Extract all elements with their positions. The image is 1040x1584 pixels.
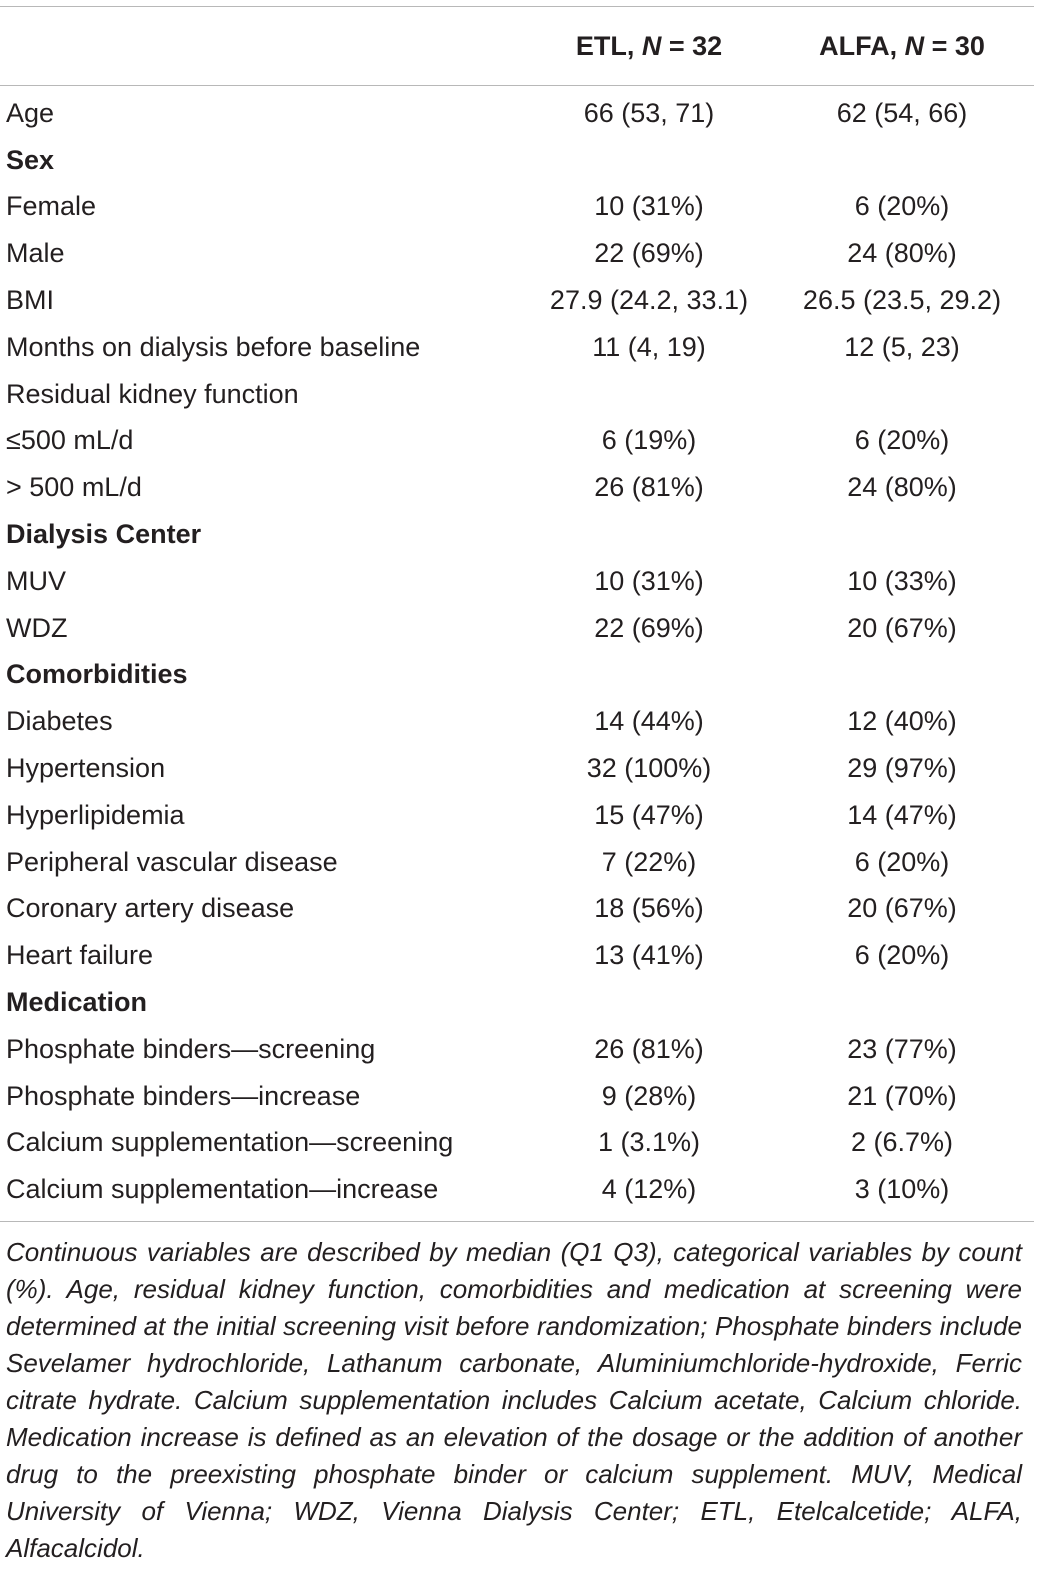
row-etl-value: 10 (31%) — [594, 191, 704, 222]
baseline-characteristics-table — [0, 6, 1034, 1567]
row-alfa-value: 24 (80%) — [847, 472, 957, 503]
row-label: Phosphate binders—screening — [6, 1033, 376, 1064]
row-alfa-value: 23 (77%) — [847, 1033, 957, 1064]
table-row — [0, 1120, 1034, 1167]
row-label: Residual kidney function — [6, 378, 299, 409]
row-label: Coronary artery disease — [6, 893, 295, 924]
row-etl-value: 7 (22%) — [601, 846, 697, 877]
header-alfa-cell: ALFA, N = 30 — [819, 30, 985, 61]
row-etl-value: 11 (4, 19) — [592, 331, 706, 362]
row-etl-value: 4 (12%) — [601, 1174, 697, 1205]
row-etl-value: 26 (81%) — [594, 1033, 704, 1064]
table-row — [0, 745, 1034, 792]
table-row — [0, 1166, 1034, 1213]
row-alfa-value: 14 (47%) — [847, 799, 957, 830]
row-alfa-value: 62 (54, 66) — [836, 97, 968, 128]
row-etl-value: 22 (69%) — [594, 612, 704, 643]
row-label: Calcium supplementation—increase — [6, 1174, 439, 1205]
row-label: ≤500 mL/d — [6, 425, 134, 456]
table-row — [0, 324, 1034, 371]
row-label: Comorbidities — [6, 659, 188, 690]
row-etl-value: 66 (53, 71) — [583, 97, 715, 128]
table-row — [0, 137, 1034, 184]
table-row — [0, 839, 1034, 886]
row-alfa-value: 3 (10%) — [854, 1174, 950, 1205]
row-label: Age — [6, 97, 55, 128]
table-row — [0, 371, 1034, 418]
row-etl-value: 13 (41%) — [594, 940, 704, 971]
row-etl-value: 18 (56%) — [594, 893, 704, 924]
table-row — [0, 1026, 1034, 1073]
row-label: Sex — [6, 144, 55, 175]
table-row — [0, 979, 1034, 1026]
table-row — [0, 90, 1034, 137]
row-alfa-value: 20 (67%) — [847, 612, 957, 643]
table-footnote: Continuous variables are described by median (Q1 Q3), categorical variables by count (%). Age, residual kidney function, comorbidities and medication at screening were determined at the initial screening visit before randomization; Phosphate binders include Sevelamer hydrochloride, Lathanum carbonate, Aluminiumchloride-hydroxide, Ferric citrate hydrate. Calcium supplementation includes Calcium acetate, Calcium chloride. Medication increase is defined as an elevation of the dosage or the addition of another drug to the preexisting phosphate binder or calcium supplement. MUV, Medical University of Vienna; WDZ, Vienna Dialysis Center; ETL, Etelcalcetide; ALFA, Alfacalcidol. — [6, 1237, 1022, 1564]
table-row — [0, 652, 1034, 699]
row-etl-value: 10 (31%) — [594, 565, 704, 596]
row-alfa-value: 6 (20%) — [854, 846, 950, 877]
row-label: BMI — [6, 285, 55, 316]
row-label: Medication — [6, 987, 148, 1018]
row-alfa-value: 6 (20%) — [854, 940, 950, 971]
row-alfa-value: 26.5 (23.5, 29.2) — [802, 285, 1002, 316]
table-row — [0, 698, 1034, 745]
table-row — [0, 511, 1034, 558]
header-etl-cell: ETL, N = 32 — [575, 30, 723, 61]
table-row — [0, 558, 1034, 605]
row-etl-value: 22 (69%) — [594, 238, 704, 269]
row-label: > 500 mL/d — [6, 472, 142, 503]
row-alfa-value: 10 (33%) — [847, 565, 957, 596]
row-alfa-value: 21 (70%) — [847, 1080, 957, 1111]
row-label: WDZ — [6, 612, 68, 643]
row-label: MUV — [6, 565, 66, 596]
row-label: Female — [6, 191, 97, 222]
row-alfa-value: 29 (97%) — [847, 753, 957, 784]
table-body — [0, 86, 1034, 1221]
row-alfa-value: 2 (6.7%) — [850, 1127, 954, 1158]
row-label: Hypertension — [6, 753, 166, 784]
row-label: Hyperlipidemia — [6, 799, 185, 830]
row-label: Peripheral vascular disease — [6, 846, 338, 877]
row-etl-value: 14 (44%) — [594, 706, 704, 737]
row-alfa-value: 6 (20%) — [854, 425, 950, 456]
table-row — [0, 277, 1034, 324]
table-row — [0, 792, 1034, 839]
row-etl-value: 27.9 (24.2, 33.1) — [549, 285, 749, 316]
table-row — [0, 230, 1034, 277]
row-label: Calcium supplementation—screening — [6, 1127, 454, 1158]
row-etl-value: 6 (19%) — [601, 425, 697, 456]
row-etl-value: 15 (47%) — [594, 799, 704, 830]
table-row — [0, 932, 1034, 979]
row-alfa-value: 12 (5, 23) — [844, 331, 960, 362]
row-label: Months on dialysis before baseline — [6, 331, 421, 362]
row-etl-value: 32 (100%) — [586, 753, 712, 784]
table-row — [0, 464, 1034, 511]
row-etl-value: 1 (3.1%) — [597, 1127, 701, 1158]
table-row — [0, 886, 1034, 933]
table-row — [0, 605, 1034, 652]
row-etl-value: 26 (81%) — [594, 472, 704, 503]
row-label: Diabetes — [6, 706, 113, 737]
table-row — [0, 418, 1034, 465]
row-alfa-value: 24 (80%) — [847, 238, 957, 269]
row-label: Male — [6, 238, 65, 269]
table-row — [0, 184, 1034, 231]
table-row — [0, 1073, 1034, 1120]
table-header-row — [0, 7, 1034, 85]
row-etl-value: 9 (28%) — [601, 1080, 697, 1111]
row-alfa-value: 20 (67%) — [847, 893, 957, 924]
row-alfa-value: 12 (40%) — [847, 706, 957, 737]
row-label: Phosphate binders—increase — [6, 1080, 361, 1111]
row-alfa-value: 6 (20%) — [854, 191, 950, 222]
row-label: Heart failure — [6, 940, 154, 971]
row-label: Dialysis Center — [6, 519, 202, 550]
